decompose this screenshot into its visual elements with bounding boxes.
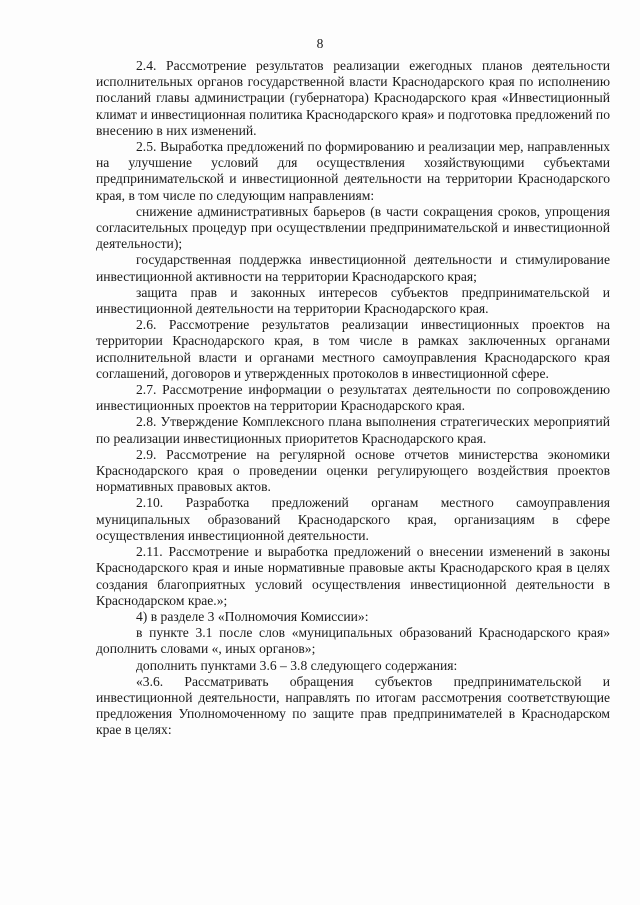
paragraph-2-7: 2.7. Рассмотрение информации о результатах деятельности по сопровождению инвестиционных проектов на территории Краснодарского края. (96, 382, 610, 414)
list-item-state-support: государственная поддержка инвестиционной деятельности и стимулирование инвестиционной активности на территории Краснодарского края; (96, 252, 610, 284)
paragraph-3-6: «3.6. Рассматривать обращения субъектов предпринимательской и инвестиционной деятельности, направлять по итогам рассмотрения соответствующие предложения Уполномоченному по защите прав предпринимателей в Краснодарском крае в целях: (96, 673, 610, 738)
list-item-barriers: снижение административных барьеров (в части сокращения сроков, упрощения согласительных процедур при осуществлении предпринимательской и инвестиционной деятельности); (96, 203, 610, 252)
paragraph-2-11: 2.11. Рассмотрение и выработка предложений о внесении изменений в законы Краснодарского края и иные нормативные правовые акты Краснодарского края в целях создания благоприятных условий осуществления инвестиционной деятельности в Краснодарском крае.»; (96, 544, 610, 608)
amendment-point-3-1: в пункте 3.1 после слов «муниципальных образований Краснодарского края» дополнить словами «, иных органов»; (96, 625, 610, 657)
paragraph-2-5: 2.5. Выработка предложений по формированию и реализации мер, направленных на улучшение условий для осуществления хозяйствующими субъектами предпринимательской и инвестиционной деятельности на территории Краснодарского края, в том числе по следующим направлениям: (96, 139, 610, 203)
document-body (96, 58, 610, 739)
paragraph-2-10: 2.10. Разработка предложений органам местного самоуправления муниципальных образований Краснодарского края, организациям в сфере осуществления инвестиционной деятельности. (96, 495, 610, 543)
page-number: 8 (316, 36, 324, 51)
amendment-item-4: 4) в разделе 3 «Полномочия Комиссии»: (136, 608, 369, 624)
list-item-rights-protection: защита прав и законных интересов субъектов предпринимательской и инвестиционной деятельности на территории Краснодарского края. (96, 284, 610, 317)
paragraph-2-6: 2.6. Рассмотрение результатов реализации инвестиционных проектов на территории Краснодарского края, в том числе в рамках заключенных органами исполнительной власти и органами местного самоуправления Краснодарского края соглашений, договоров и утвержденных протоколов в инвестиционной сфере. (96, 317, 610, 381)
paragraph-2-8: 2.8. Утверждение Комплексного плана выполнения стратегических мероприятий по реализации инвестиционных приоритетов Краснодарского края. (96, 414, 610, 446)
paragraph-2-4: 2.4. Рассмотрение результатов реализации ежегодных планов деятельности исполнительных органов государственной власти Краснодарского края по исполнению посланий главы администрации (губернатора) Краснодарского края «Инвестиционный климат и инвестиционная политика Краснодарского края» и подготовка предложений по внесению в них изменений. (96, 58, 610, 138)
paragraph-2-9: 2.9. Рассмотрение на регулярной основе отчетов министерства экономики Краснодарского края о проведении оценки регулирующего воздействия проектов нормативных правовых актов. (96, 446, 610, 495)
amendment-add-points: дополнить пунктами 3.6 – 3.8 следующего содержания: (136, 657, 458, 673)
